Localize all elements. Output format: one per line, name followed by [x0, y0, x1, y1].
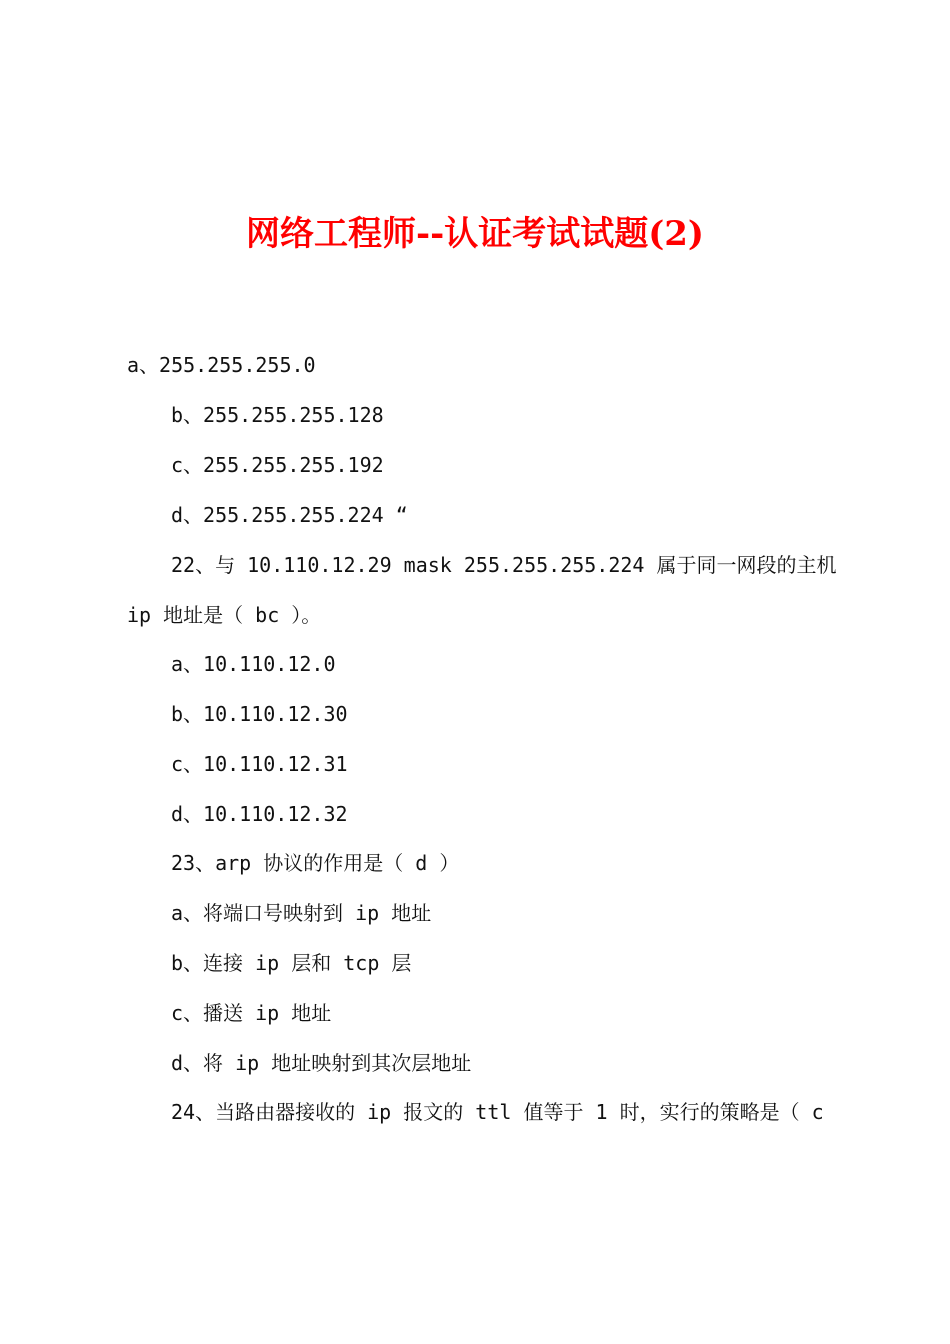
option-line: b、连接 ip 层和 tcp 层: [171, 951, 412, 975]
option-line: d、10.110.12.32: [171, 802, 348, 826]
option-line: a、255.255.255.0: [127, 353, 316, 377]
option-line: b、255.255.255.128: [171, 403, 384, 427]
option-line: c、255.255.255.192: [171, 453, 384, 477]
question-line: 22、与 10.110.12.29 mask 255.255.255.224 属于同一网段的主机: [171, 553, 837, 577]
option-line: d、255.255.255.224 “: [171, 503, 408, 527]
question-line: 24、当路由器接收的 ip 报文的 ttl 值等于 1 时，实行的策略是（ c: [171, 1100, 824, 1124]
option-line: a、将端口号映射到 ip 地址: [171, 901, 432, 925]
option-line: a、10.110.12.0: [171, 652, 336, 676]
question-line: ip 地址是（ bc ）。: [127, 603, 322, 627]
option-line: c、10.110.12.31: [171, 752, 348, 776]
option-line: c、播送 ip 地址: [171, 1001, 332, 1025]
option-line: b、10.110.12.30: [171, 702, 348, 726]
question-line: 23、arp 协议的作用是（ d ）: [171, 851, 460, 875]
document-title: 网络工程师--认证考试试题(2): [245, 214, 705, 254]
option-line: d、将 ip 地址映射到其次层地址: [171, 1051, 472, 1075]
